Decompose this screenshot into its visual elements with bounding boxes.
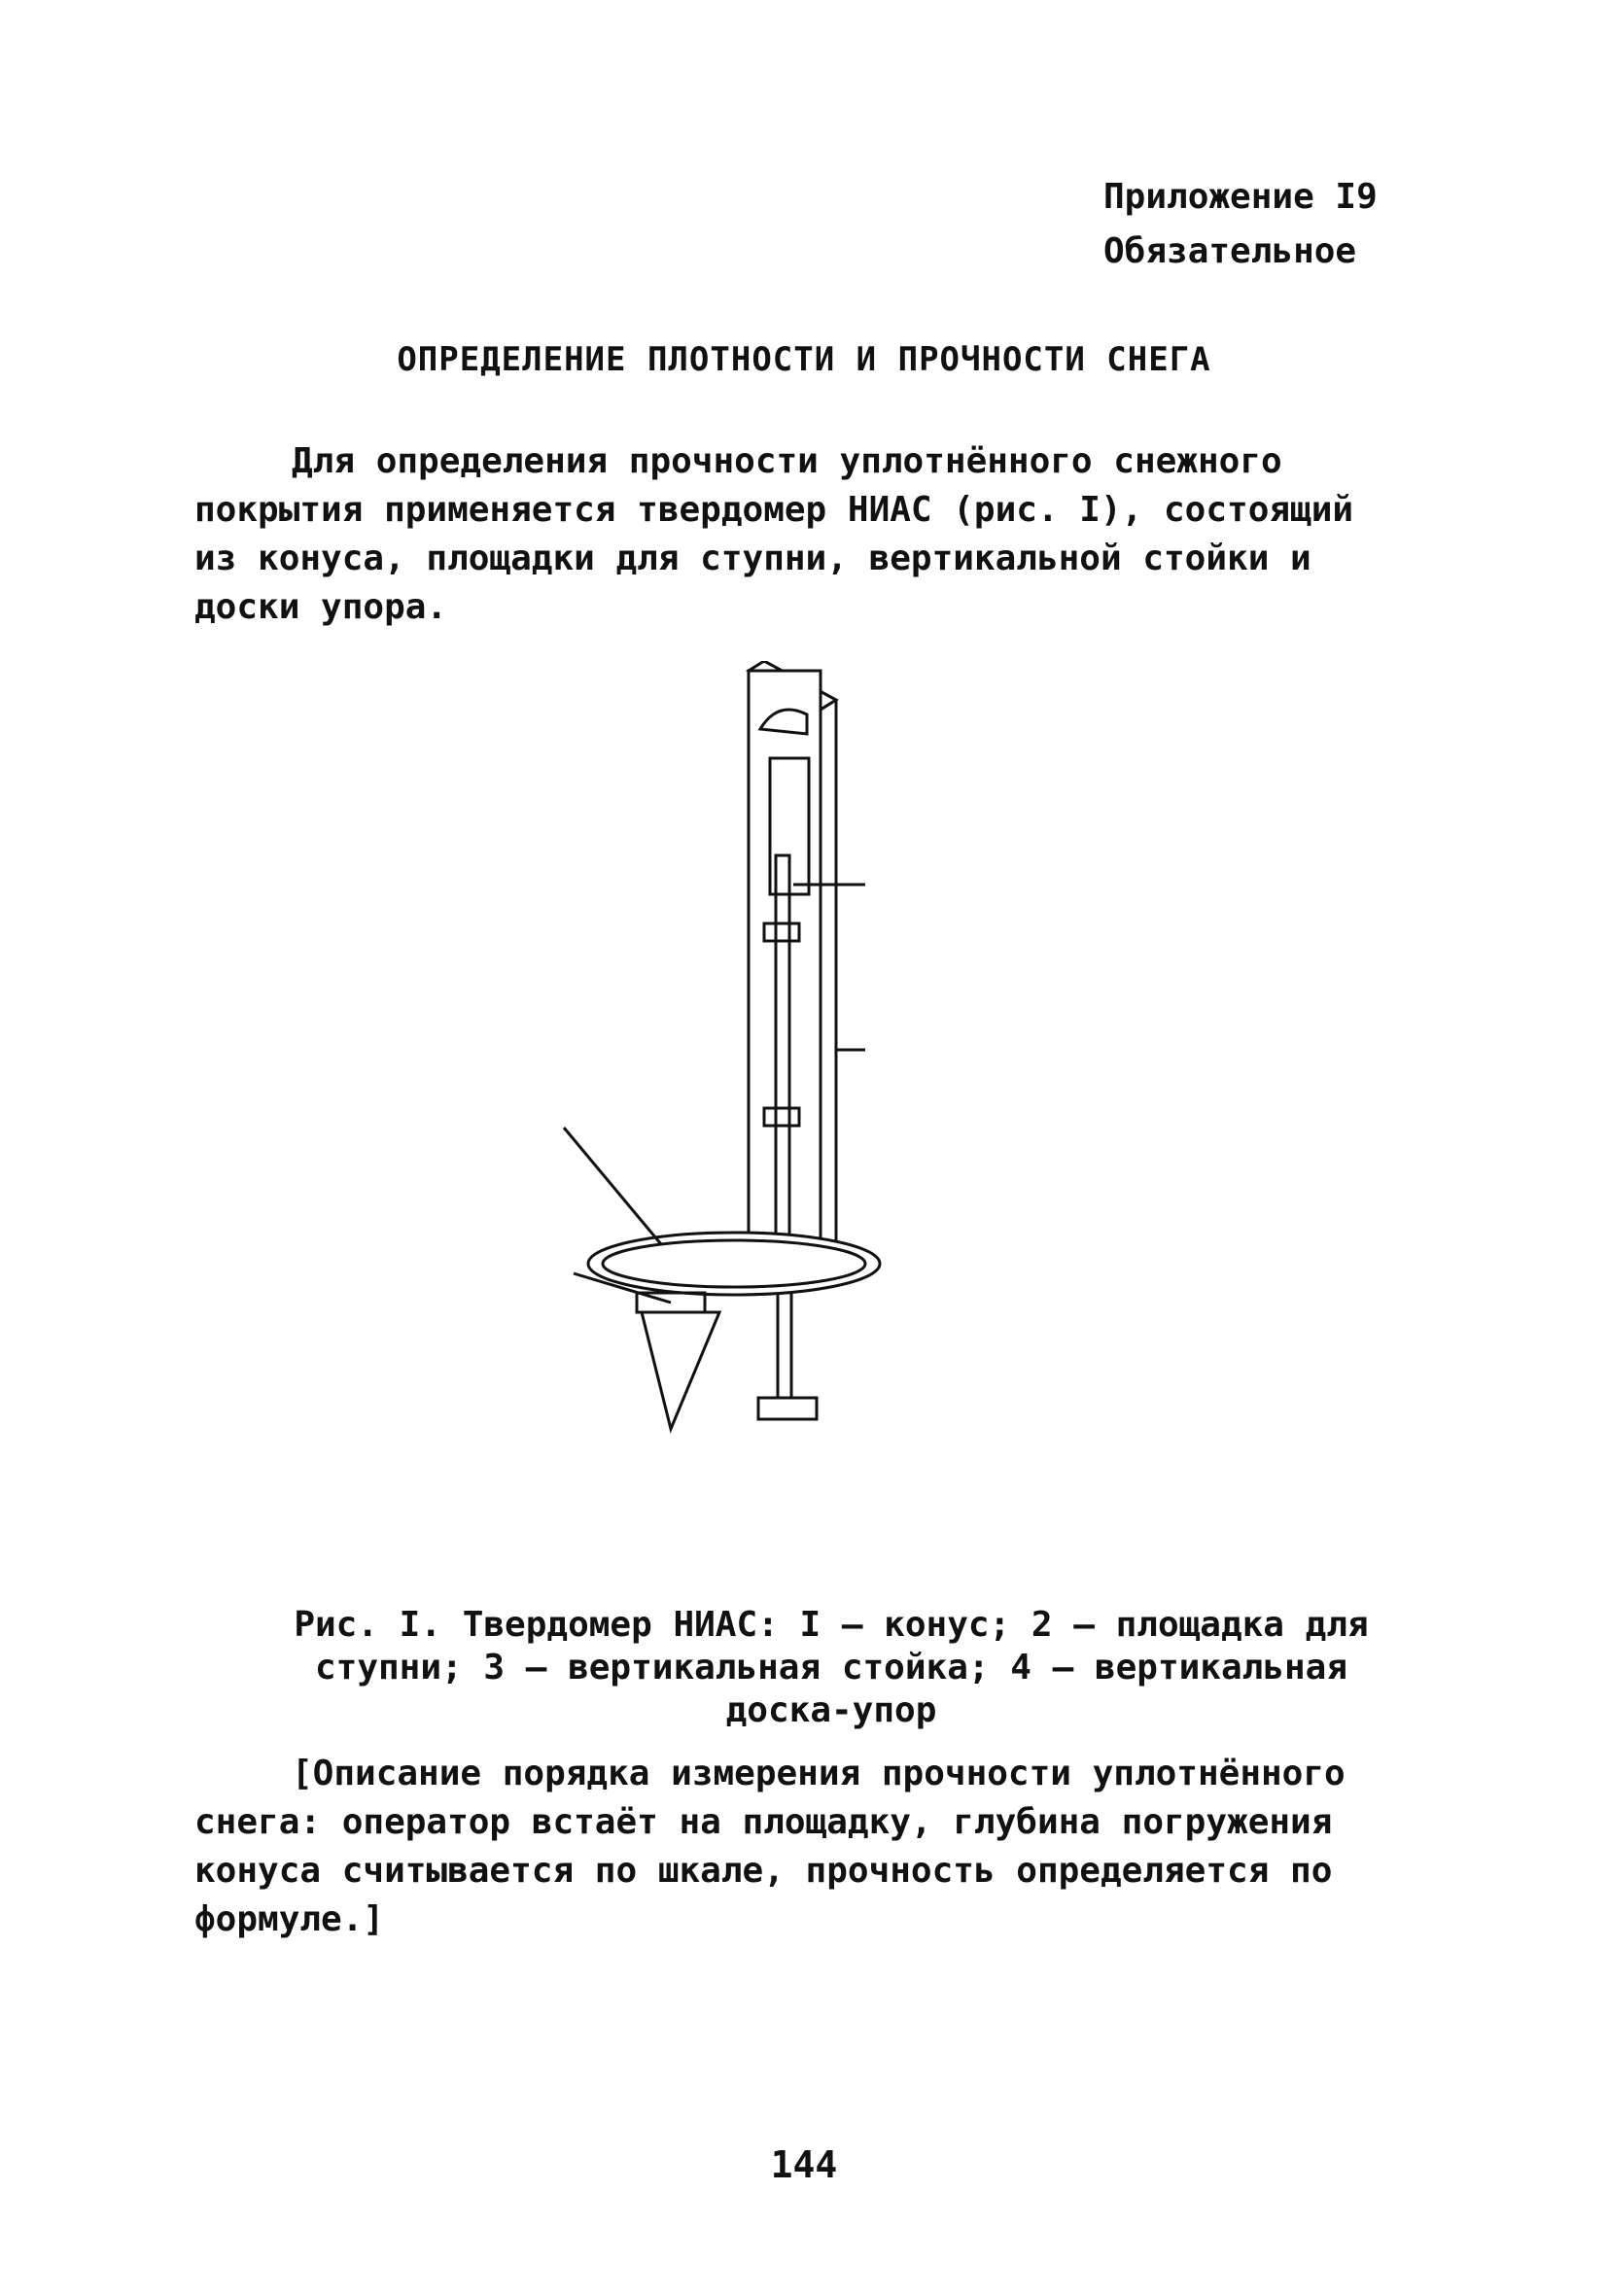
intro-paragraph: Для определения прочности уплотнённого снежного покрытия применяется твердомер НИАС (рис. I), состоящий из конуса, площадки для ступни, вертикальной стойки и доски упора. xyxy=(194,441,1354,627)
appendix-status: Обязательное xyxy=(1103,231,1357,271)
procedure-paragraph: [Описание порядка измерения прочности уплотнённого снега: оператор встаёт на площадку, глубина погружения конуса считывается по шкале, прочность определяется по формуле.] xyxy=(194,1754,1346,1939)
hardness-tester-figure xyxy=(544,661,1011,1575)
appendix-number: Приложение I9 xyxy=(1103,177,1378,217)
figure-caption: Рис. I. Твердомер НИАС: I – конус; 2 – площадка для ступни; 3 – вертикальная стойка; 4 – вертикальная доска-упор xyxy=(294,1605,1369,1730)
page-number: 144 xyxy=(770,2143,838,2186)
appendix-label xyxy=(1103,170,1378,279)
section-title: ОПРЕДЕЛЕНИЕ ПЛОТНОСТИ И ПРОЧНОСТИ СНЕГА xyxy=(397,340,1211,379)
